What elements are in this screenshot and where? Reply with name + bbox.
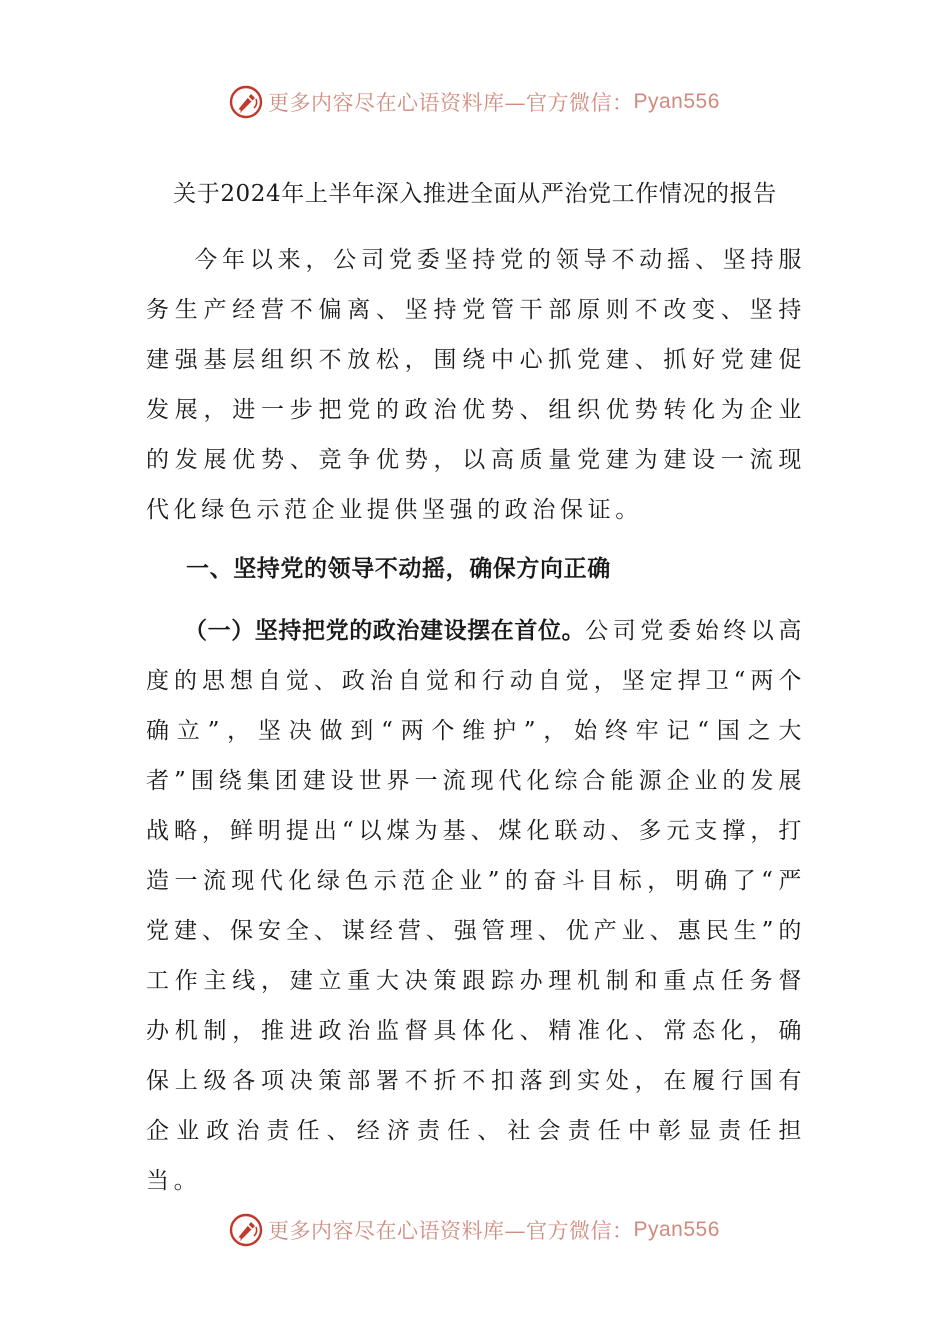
document-title: 关于2024年上半年深入推进全面从严治党工作情况的报告	[173, 181, 777, 207]
subsection-body: 公司党委始终以高度的思想自觉、政治自觉和行动自觉，坚定捍卫“两个确立”，坚决做到“两个维护”，始终牢记“国之大者”围绕集团建设世界一流现代化综合能源企业的发展战略，鲜明提出“以煤为基、煤化联动、多元支撑，打造一流现代化绿色示范企业”的奋斗目标，明确了“严党建、保安全、谋经营、强管理、优产业、惠民生”的工作主线，建立重大决策跟踪办理机制和重点任务督办机制，推进政治监督具体化、精准化、常态化，确保上级各项决策部署不折不扣落到实处，在履行国有企业政治责任、经济责任、社会责任中彰显责任担当。	[146, 618, 807, 1194]
pen-nib-logo-icon	[228, 1212, 264, 1248]
watermark-text: 更多内容尽在心语资料库—官方微信：	[268, 91, 634, 115]
pen-nib-logo-icon	[228, 84, 264, 120]
watermark-account: Pyan556	[633, 90, 720, 113]
watermark-text: 更多内容尽在心语资料库—官方微信：	[268, 1219, 634, 1243]
subsection-lead: （一）坚持把党的政治建设摆在首位。	[184, 617, 586, 644]
watermark-account: Pyan556	[633, 1218, 720, 1241]
watermark-banner-top	[228, 80, 720, 124]
section-heading: 一、坚持党的领导不动摇，确保方向正确	[186, 555, 611, 582]
subsection-paragraph	[146, 606, 806, 1206]
intro-paragraph	[146, 235, 806, 535]
intro-text: 今年以来，公司党委坚持党的领导不动摇、坚持服务生产经营不偏离、坚持党管干部原则不改变、坚持建强基层组织不放松，围绕中心抓党建、抓好党建促发展，进一步把党的政治优势、组织优势转化为企业的发展优势、竞争优势，以高质量党建为建设一流现代化绿色示范企业提供坚强的政治保证。	[146, 247, 806, 523]
watermark-banner-bottom	[228, 1208, 720, 1252]
